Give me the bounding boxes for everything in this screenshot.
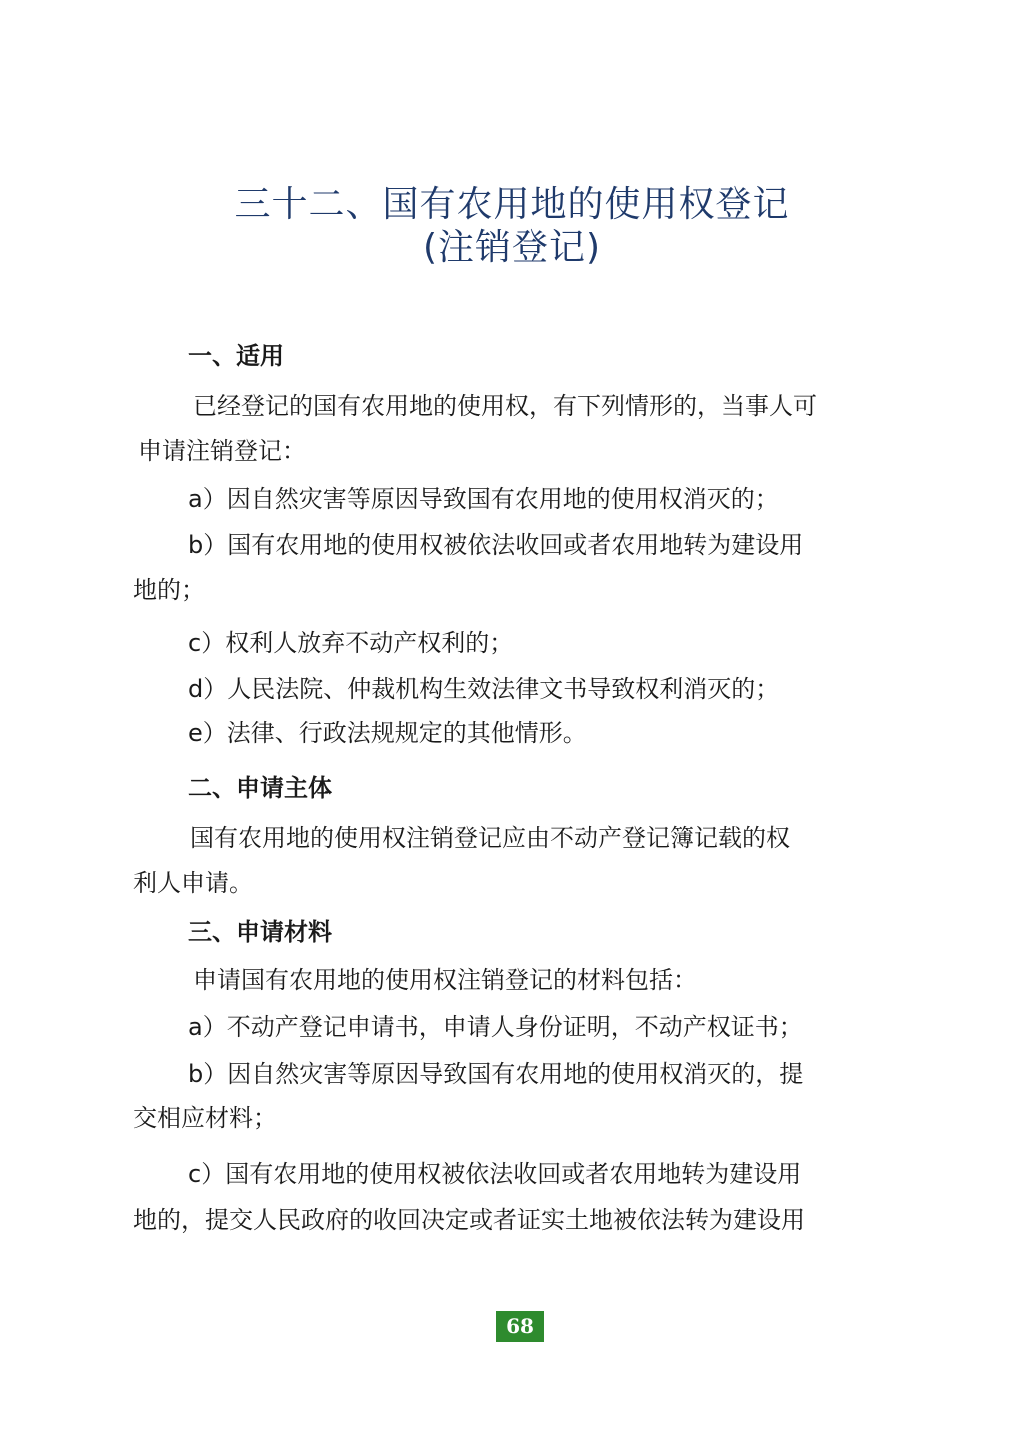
list-item: c）国有农用地的使用权被依法收回或者农用地转为建设用 xyxy=(188,1160,802,1188)
list-item: b）因自然灾害等原因导致国有农用地的使用权消灭的，提 xyxy=(188,1060,804,1088)
list-item: e）法律、行政法规规定的其他情形。 xyxy=(188,719,587,747)
paragraph-line: 利人申请。 xyxy=(133,869,253,897)
list-item: a）不动产登记申请书，申请人身份证明，不动产权证书； xyxy=(188,1013,803,1041)
list-item-continuation: 交相应材料； xyxy=(133,1104,277,1132)
paragraph-line: 申请注销登记： xyxy=(138,437,306,465)
list-item-continuation: 地的，提交人民政府的收回决定或者证实土地被依法转为建设用 xyxy=(133,1206,805,1234)
page-number-badge: 68 xyxy=(496,1311,544,1342)
section-heading-applicant: 二、申请主体 xyxy=(188,774,332,802)
paragraph-line: 国有农用地的使用权注销登记应由不动产登记簿记载的权 xyxy=(190,824,790,852)
list-item: b）国有农用地的使用权被依法收回或者农用地转为建设用 xyxy=(188,531,804,559)
page-title-line-1: 三十二、国有农用地的使用权登记 xyxy=(234,184,790,225)
paragraph-line: 已经登记的国有农用地的使用权，有下列情形的，当事人可 xyxy=(193,392,817,420)
list-item: a）因自然灾害等原因导致国有农用地的使用权消灭的； xyxy=(188,485,779,513)
page-title-line-2: (注销登记) xyxy=(422,227,602,268)
paragraph-line: 申请国有农用地的使用权注销登记的材料包括： xyxy=(193,966,697,994)
list-item: c）权利人放弃不动产权利的； xyxy=(188,629,514,657)
section-heading-applicable: 一、适用 xyxy=(188,342,284,370)
list-item-continuation: 地的； xyxy=(133,576,205,604)
section-heading-materials: 三、申请材料 xyxy=(188,918,332,946)
list-item: d）人民法院、仲裁机构生效法律文书导致权利消灭的； xyxy=(188,675,780,703)
